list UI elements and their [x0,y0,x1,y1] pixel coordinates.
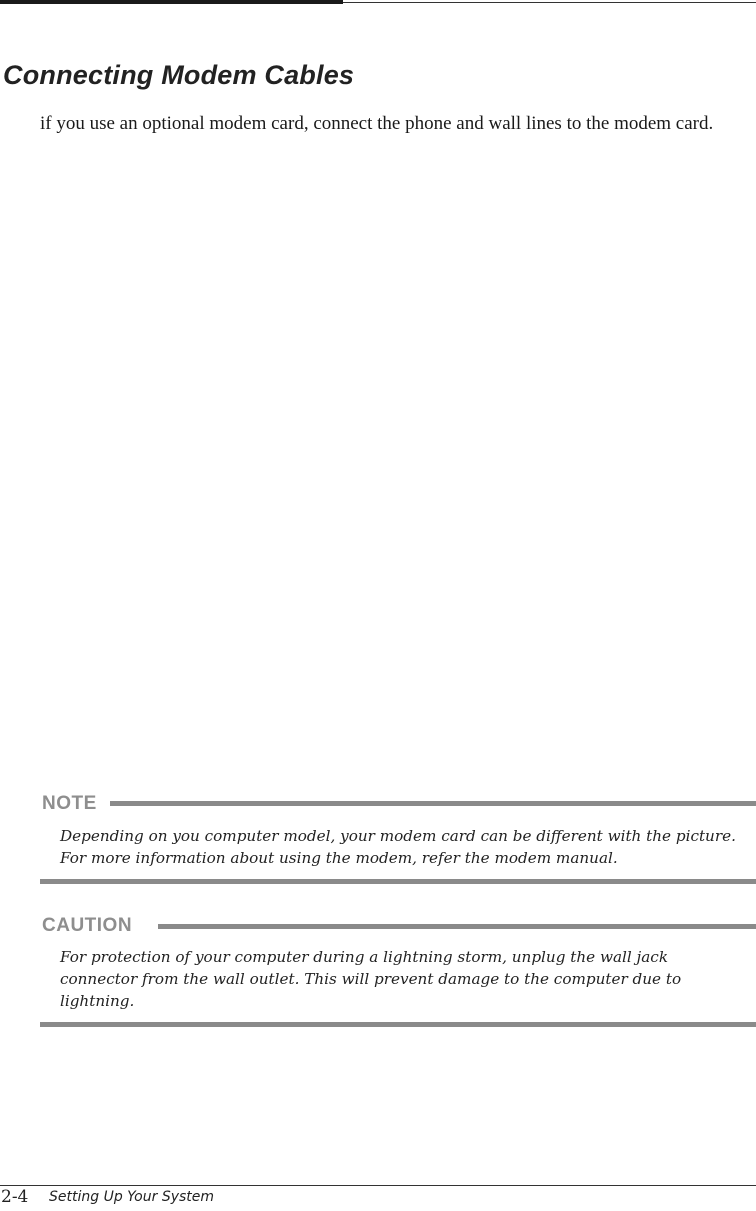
header-rule-thin [343,2,756,3]
note-bottom-rule [40,879,756,884]
caution-text: For protection of your computer during a lightning storm, unplug the wall jack connector from the wall outlet. This will prevent damage to the computer due to lightning. [60,948,682,1010]
intro-paragraph: if you use an optional modem card, connect the phone and wall lines to the modem card. [40,113,714,134]
page-number: 2-4 [1,1187,29,1207]
caution-label: CAUTION [42,915,133,936]
footer-rule [0,1185,756,1186]
note-top-rule [110,801,756,806]
note-label: NOTE [42,793,97,814]
note-text: Depending on you computer model, your modem card can be different with the picture. For more information about using the modem, refer the modem manual. [60,827,736,867]
caution-bottom-rule [40,1022,756,1027]
caution-top-rule [158,924,756,929]
header-rule-thick [0,0,343,4]
footer-chapter-title: Setting Up Your System [49,1189,215,1205]
section-title: Connecting Modem Cables [3,60,355,90]
